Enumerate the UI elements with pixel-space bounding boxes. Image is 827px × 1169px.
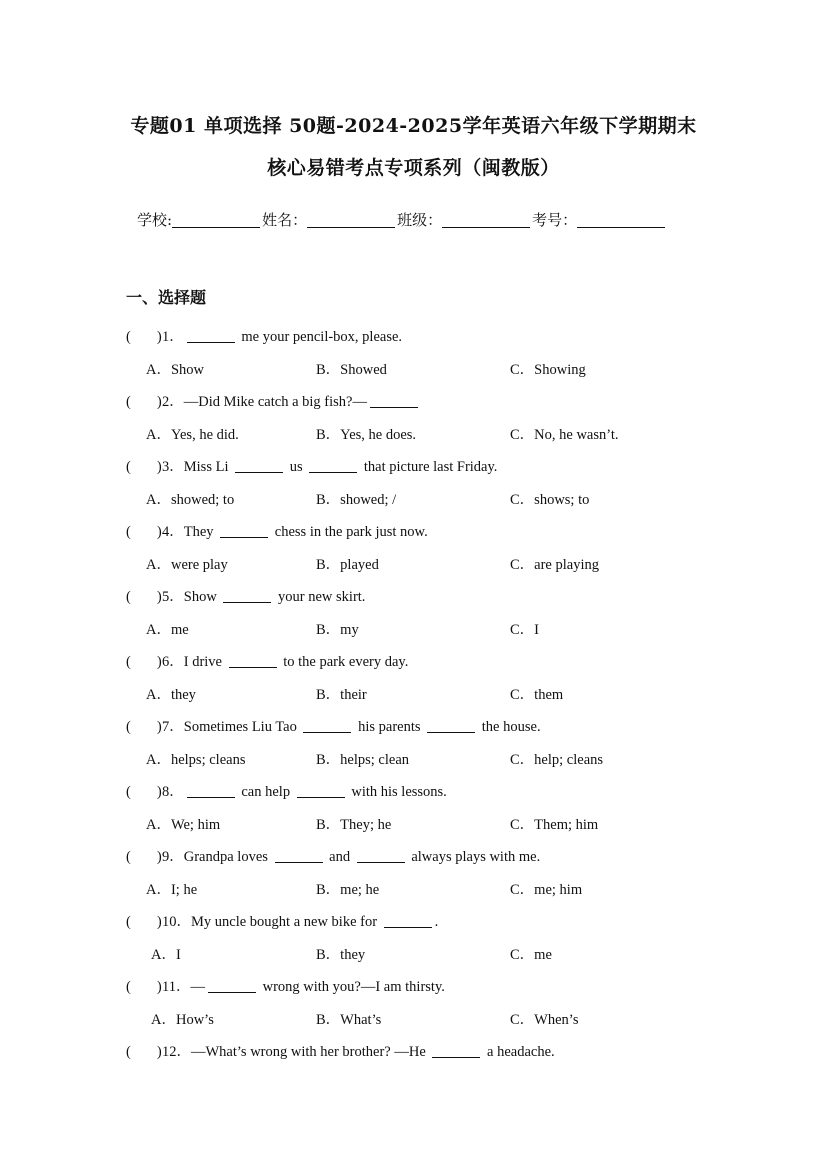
question-4 <box>126 520 428 541</box>
question-text: —Did Mike catch a big fish?— <box>184 394 421 410</box>
answer-bracket[interactable]: ( ) <box>126 654 162 670</box>
option-b[interactable]: B．me; he <box>316 882 380 898</box>
question-number: 1． <box>162 329 184 345</box>
answer-blank <box>309 459 357 473</box>
answer-bracket[interactable]: ( ) <box>126 589 162 605</box>
answer-blank <box>229 654 277 668</box>
answer-blank <box>297 784 345 798</box>
option-c[interactable]: C．When’s <box>510 1012 579 1028</box>
question-number: 8． <box>162 784 184 800</box>
option-a[interactable]: A．I <box>151 947 181 963</box>
question-9 <box>126 845 540 866</box>
option-a[interactable]: A．How’s <box>151 1012 214 1028</box>
option-a[interactable]: A．they <box>146 687 196 703</box>
name-label: 姓名： <box>262 211 308 229</box>
answer-blank <box>357 849 405 863</box>
option-a[interactable]: A．Show <box>146 362 205 378</box>
option-c[interactable]: C．them <box>510 687 564 703</box>
exam-no-field[interactable] <box>577 211 665 228</box>
option-c[interactable]: C．I <box>510 622 539 638</box>
question-2 <box>126 390 421 411</box>
answer-bracket[interactable]: ( ) <box>126 394 162 410</box>
question-text: me your pencil-box, please. <box>184 329 402 345</box>
option-c[interactable]: C．me <box>510 947 552 963</box>
class-label: 班级： <box>397 211 443 229</box>
option-c[interactable]: C．Showing <box>510 362 586 378</box>
section-title: 一、选择题 <box>126 288 207 307</box>
question-text: Show your new skirt. <box>183 589 366 605</box>
question-12 <box>126 1040 555 1061</box>
answer-bracket[interactable]: ( ) <box>126 719 162 735</box>
option-b[interactable]: B．showed; / <box>316 492 397 508</box>
option-a[interactable]: A．We; him <box>146 817 221 833</box>
option-c[interactable]: C．help; cleans <box>510 752 604 768</box>
document-title-line1: 专题01 单项选择 50题-2024-2025学年英语六年级下学期期末 <box>130 115 697 137</box>
answer-bracket[interactable]: ( ) <box>126 849 162 865</box>
question-text: I drive to the park every day. <box>183 654 409 670</box>
option-b[interactable]: B．their <box>316 687 367 703</box>
option-a[interactable]: A．were play <box>146 557 228 573</box>
option-b[interactable]: B．they <box>316 947 366 963</box>
answer-bracket[interactable]: ( ) <box>126 459 162 475</box>
option-a[interactable]: A．helps; cleans <box>146 752 246 768</box>
answer-bracket[interactable]: ( ) <box>126 979 162 995</box>
question-1 <box>126 325 402 346</box>
answer-blank <box>275 849 323 863</box>
option-b[interactable]: B．They; he <box>316 817 392 833</box>
question-10 <box>126 910 438 931</box>
question-number: 5． <box>162 589 184 605</box>
question-text: — wrong with you?—I am thirsty. <box>190 979 445 995</box>
answer-bracket[interactable]: ( ) <box>126 1044 162 1060</box>
answer-blank <box>427 719 475 733</box>
option-b[interactable]: B．Yes, he does. <box>316 427 417 443</box>
answer-blank <box>432 1044 480 1058</box>
answer-bracket[interactable]: ( ) <box>126 524 162 540</box>
option-a[interactable]: A．showed; to <box>146 492 235 508</box>
question-8 <box>126 780 447 801</box>
question-text: Miss Li us that picture last Friday. <box>183 459 498 475</box>
answer-blank <box>235 459 283 473</box>
answer-bracket[interactable]: ( ) <box>126 784 162 800</box>
answer-blank <box>384 914 432 928</box>
question-text: They chess in the park just now. <box>183 524 428 540</box>
option-c[interactable]: C．shows; to <box>510 492 590 508</box>
answer-blank <box>187 784 235 798</box>
school-label: 学校: <box>137 211 173 229</box>
option-b[interactable]: B．helps; clean <box>316 752 410 768</box>
document-title-line2: 核心易错考点专项系列（闽教版） <box>267 157 560 179</box>
option-c[interactable]: C．Them; him <box>510 817 599 833</box>
question-text: —What’s wrong with her brother? —He a headache. <box>191 1044 555 1060</box>
question-number: 11． <box>162 979 191 995</box>
question-number: 7． <box>162 719 184 735</box>
option-b[interactable]: B．my <box>316 622 359 638</box>
option-a[interactable]: A．Yes, he did. <box>146 427 239 443</box>
exam-no-label: 考号： <box>532 211 578 229</box>
question-number: 9． <box>162 849 184 865</box>
answer-blank <box>370 394 418 408</box>
question-text: can help with his lessons. <box>184 784 447 800</box>
question-text: My uncle bought a new bike for . <box>191 914 439 930</box>
option-c[interactable]: C．No, he wasn’t. <box>510 427 619 443</box>
class-field[interactable] <box>442 211 530 228</box>
option-c[interactable]: C．me; him <box>510 882 583 898</box>
question-number: 4． <box>162 524 184 540</box>
answer-blank <box>220 524 268 538</box>
question-6 <box>126 650 408 671</box>
option-a[interactable]: A．I; he <box>146 882 198 898</box>
question-3 <box>126 455 497 476</box>
option-b[interactable]: B．Showed <box>316 362 387 378</box>
question-5 <box>126 585 365 606</box>
option-b[interactable]: B．played <box>316 557 379 573</box>
question-number: 3． <box>162 459 184 475</box>
question-number: 12． <box>162 1044 191 1060</box>
question-text: Grandpa loves and always plays with me. <box>183 849 541 865</box>
question-number: 6． <box>162 654 184 670</box>
question-7 <box>126 715 541 736</box>
question-text: Sometimes Liu Tao his parents the house. <box>183 719 541 735</box>
question-11 <box>126 975 445 996</box>
answer-blank <box>303 719 351 733</box>
answer-blank <box>187 329 235 343</box>
name-field[interactable] <box>307 211 395 228</box>
student-info-row <box>137 209 667 230</box>
school-field[interactable] <box>172 211 260 228</box>
option-c[interactable]: C．are playing <box>510 557 599 573</box>
answer-bracket[interactable]: ( ) <box>126 914 162 930</box>
question-number: 10． <box>162 914 191 930</box>
option-a[interactable]: A．me <box>146 622 189 638</box>
answer-blank <box>208 979 256 993</box>
answer-blank <box>223 589 271 603</box>
answer-bracket[interactable]: ( ) <box>126 329 162 345</box>
option-b[interactable]: B．What’s <box>316 1012 382 1028</box>
question-number: 2． <box>162 394 184 410</box>
